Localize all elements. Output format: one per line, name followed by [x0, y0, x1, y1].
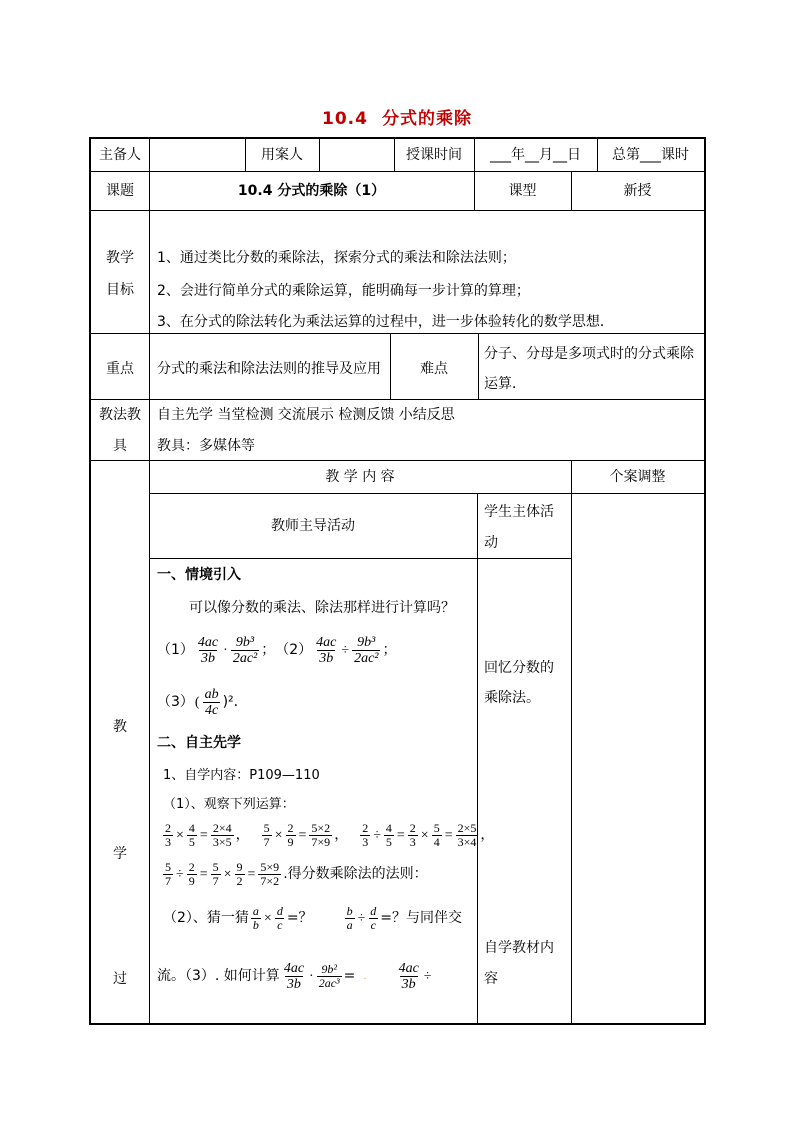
intro-question: 可以像分数的乘法、除法那样进行计算吗？ — [189, 600, 455, 616]
difficulty-line-1: 分子、分母是多项式时的分式乘除 — [484, 346, 694, 362]
goal-item-2: 2、会进行简单分式的乘除运算，能明确每一步计算的算理； — [157, 283, 530, 299]
page-title — [0, 104, 794, 129]
lesson-type-label: 课型 — [508, 183, 537, 199]
date-blank: ___年__月__日 — [490, 147, 581, 163]
example-row-2: （3） ( ab 4c )²． — [157, 687, 248, 718]
observe-label: （1）、观察下列运算： — [163, 797, 295, 812]
lesson-type-value: 新授 — [623, 183, 652, 199]
user-label: 用案人 — [261, 147, 303, 163]
difficulty-line-2: 运算． — [484, 376, 526, 392]
fraction-4ac-3b: 4ac 3b — [197, 635, 219, 666]
topic-value: 10.4 分式的乘除（1） — [237, 183, 386, 199]
focus-value: 分式的乘法和除法法则的推导及应用 — [157, 361, 381, 377]
total-lessons: 总第___课时 — [612, 147, 689, 163]
example-3-label: （3） — [157, 694, 194, 710]
rule-text: 得分数乘除法的法则： — [287, 866, 428, 882]
observe-row-2: $\frac{5}{7}$ ÷ $\frac{2}{9}$ = $\frac{5}{7}$ × $\frac{9}{2}$ = $\frac{5\times 9}{7\times 2}$ . 得分数乘除法的法则： — [165, 860, 428, 888]
fraction-ab-4c: ab 4c — [204, 687, 219, 718]
adjust-header: 个案调整 — [609, 469, 666, 485]
teacher-header: 教师主导活动 — [271, 518, 355, 534]
difficulty-label: 难点 — [420, 361, 448, 377]
guess-label: （2）、猜一猜 — [163, 910, 249, 926]
teach-time-label: 授课时间 — [406, 147, 462, 163]
self-study-range: 1、自学内容：P109—110 — [163, 768, 320, 783]
goal-item-1: 1、通过类比分数的乘除法，探索分式的乘法和除法法则； — [157, 250, 516, 266]
student-read-2: 容 — [484, 971, 498, 987]
process-label-1: 教 — [113, 719, 127, 735]
process-label-3: 过 — [113, 971, 127, 987]
student-read-1: 自学教材内 — [484, 940, 554, 956]
student-header-2: 动 — [484, 535, 498, 551]
goal-item-3: 3、在分式的除法转化为乘法运算的过程中，进一步体验转化的数学思想． — [157, 314, 614, 330]
section-2-title: 二、自主先学 — [157, 735, 241, 751]
observe-row-1: $\frac{2}{3}$ × $\frac{4}{5}$ = $\frac{2\times 4}{3\times 5}$ ， $\frac{5}{7}$ × $\frac{2}{9}$ = $\frac{5\times 2}{7\times 9}$ ， $\frac{2}{3}$ ÷ $\frac{4}{5}$ = $\frac{2}{3}$ × $\frac{5}{4}$ = $\frac{2\times 5}{3\times 4}$ ， — [165, 821, 495, 849]
fraction-9b3-2ac2-b: $\frac{\text{9b³}}{\text{2ac²}}$ — [354, 635, 379, 666]
student-header-1: 学生主体活 — [484, 504, 554, 520]
process-label-2: 学 — [113, 846, 127, 862]
topic-label: 课题 — [106, 183, 134, 199]
student-recall-1: 回忆分数的 — [484, 660, 554, 676]
communicate-row: 流。（3）. 如何计算 4ac 3b · $\frac{\text{9b²}}{\text{2ac³}}$ = . $\frac{4ac}{3b}$ ÷ — [157, 961, 432, 992]
methods-label-2: 具 — [113, 438, 127, 454]
fraction-9b3-2ac2: 9b³ 2ac² — [232, 635, 258, 666]
title-number: 10.4 — [322, 109, 368, 129]
goals-label-2: 目标 — [106, 282, 134, 298]
student-recall-2: 乘除法。 — [484, 690, 540, 706]
example-2-label: （2） — [275, 642, 313, 658]
methods-line-1: 自主先学 当堂检测 交流展示 检测反馈 小结反思 — [157, 407, 455, 423]
preparer-label: 主备人 — [99, 147, 141, 163]
methods-line-2: 教具：多媒体等 — [157, 438, 255, 454]
methods-label-1: 教法教 — [99, 407, 141, 423]
fraction-4ac-3b-b: $\frac{4ac}{3b}$ — [316, 635, 337, 666]
example-1-label: （1） — [157, 642, 194, 658]
lesson-plan-table — [89, 137, 706, 1025]
example-row-1: （1） 4ac 3b · 9b³ 2ac² ； （2） $\frac{4ac}{3b}$ ÷ $\frac{\text{9b³}}{\text{2ac²}}$ ； — [157, 635, 397, 666]
guess-row: （2）、猜一猜 $\frac{a}{b}$ × $\frac{d}{c}$ =？ $\frac{b}{a}$ ÷ $\frac{d}{c}$ =？与同伴交 — [163, 904, 462, 932]
section-1-title: 一、情境引入 — [157, 567, 241, 583]
goals-label-1: 教学 — [106, 250, 134, 266]
title-name: 分式的乘除 — [381, 109, 472, 129]
communicate-text: 流。（3）. 如何计算 — [157, 968, 280, 984]
content-header: 教 学 内 容 — [325, 469, 395, 485]
focus-label: 重点 — [106, 361, 134, 377]
